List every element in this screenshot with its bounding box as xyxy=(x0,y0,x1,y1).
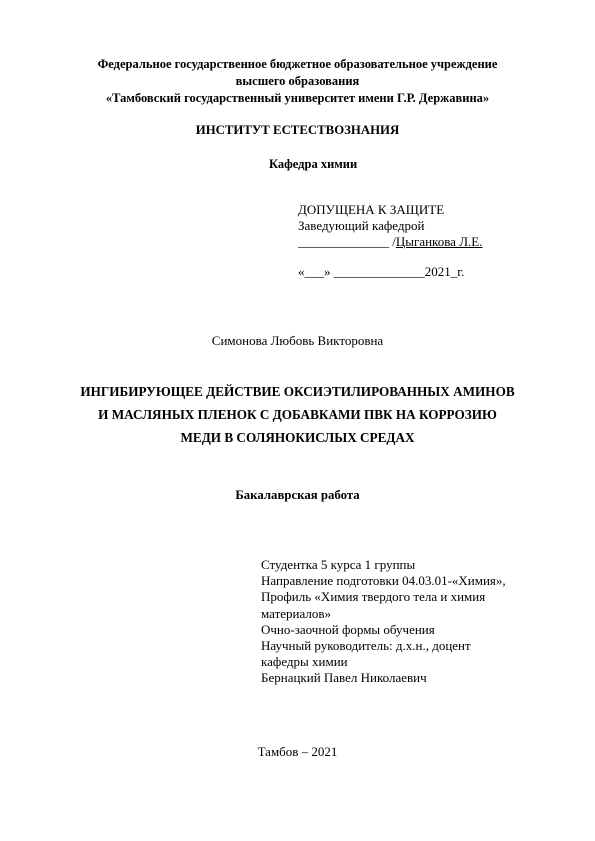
title-line-1: ИНГИБИРУЮЩЕЕ ДЕЙСТВИЕ ОКСИЭТИЛИРОВАННЫХ АМИНОВ xyxy=(80,384,515,399)
student-line-6: Научный руководитель: д.х.н., доцент xyxy=(261,638,471,654)
student-line-8: Бернацкий Павел Николаевич xyxy=(261,670,427,686)
author-name: Симонова Любовь Викторовна xyxy=(211,333,384,348)
header-line-1: Федеральное государственное бюджетное образовательное учреждение xyxy=(97,57,498,71)
student-line-3: Профиль «Химия твердого тела и химия xyxy=(261,589,486,605)
student-line-7: кафедры химии xyxy=(261,654,348,670)
university-header xyxy=(0,56,595,107)
thesis-title xyxy=(0,380,595,449)
head-name: Цыганкова Л.Е. xyxy=(395,234,483,249)
signature-blank: ______________ xyxy=(298,234,389,249)
title-line-3: МЕДИ В СОЛЯНОКИСЛЫХ СРЕДАХ xyxy=(180,430,415,445)
student-line-1: Студентка 5 курса 1 группы xyxy=(261,557,416,572)
title-line-2: И МАСЛЯНЫХ ПЛЕНОК С ДОБАВКАМИ ПВК НА КОРРОЗИЮ xyxy=(98,407,497,422)
header-line-3: «Тамбовский государственный университет имени Г.Р. Державина» xyxy=(105,91,490,105)
header-line-2: высшего образования xyxy=(235,74,360,88)
approval-status: ДОПУЩЕНА К ЗАЩИТЕ xyxy=(298,202,445,217)
approval-signature-line xyxy=(298,234,482,250)
student-info-block xyxy=(261,557,506,687)
signature-separator: / xyxy=(389,234,396,249)
city-year: Тамбов – 2021 xyxy=(257,744,338,759)
work-type: Бакалаврская работа xyxy=(235,488,360,502)
approval-date-line: «___» ______________2021_г. xyxy=(298,264,465,279)
department-name: Кафедра химии xyxy=(269,157,358,171)
approval-head-label: Заведующий кафедрой xyxy=(298,218,425,233)
institute-name: ИНСТИТУТ ЕСТЕСТВОЗНАНИЯ xyxy=(195,123,400,137)
student-line-4: материалов» xyxy=(261,605,331,621)
approval-block xyxy=(298,202,482,280)
student-line-2: Направление подготовки 04.03.01-«Химия», xyxy=(261,573,506,589)
student-line-5: Очно-заочной формы обучения xyxy=(261,621,435,637)
